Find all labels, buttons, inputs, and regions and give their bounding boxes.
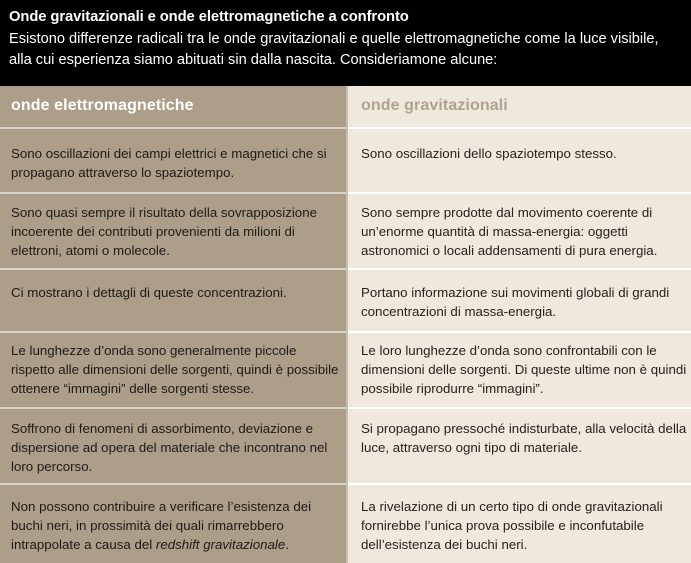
column-header-gravitational: onde gravitazionali [361, 97, 508, 114]
box-title: Onde gravitazionali e onde elettromagnetiche a confronto [9, 9, 409, 25]
cell-electromagnetic: Le lunghezze d’onda sono generalmente piccole rispetto alle dimensioni delle sorgenti, quindi è possibile ottenere “immagini” delle sorgenti stesse. [11, 343, 339, 397]
cell-electromagnetic: Soffrono di fenomeni di assorbimento, deviazione e dispersione ad opera del materiale che incontrano nel loro percorso. [11, 421, 328, 475]
row-divider [0, 192, 346, 194]
cell-electromagnetic [11, 497, 341, 555]
row-divider [0, 331, 346, 333]
cell-emphasis: redshift gravitazionale [155, 537, 286, 553]
row-divider [348, 192, 691, 194]
row-divider [348, 331, 691, 333]
row-divider [0, 127, 346, 129]
cell-electromagnetic: Sono quasi sempre il risultato della sovrapposizione incoerente dei contributi provenienti da milioni di elettroni, atomi o molecole. [11, 205, 317, 259]
cell-electromagnetic: Ci mostrano i dettagli di queste concentrazioni. [11, 285, 287, 300]
row-divider [0, 407, 346, 409]
cell-gravitational: Portano informazione sui movimenti globali di grandi concentrazioni di massa-energia. [361, 285, 670, 320]
row-divider [348, 268, 691, 270]
row-divider [348, 483, 691, 485]
header-bar [0, 0, 691, 86]
cell-text: . [285, 537, 289, 553]
row-divider [348, 127, 691, 129]
cell-gravitational: Si propagano pressoché indisturbate, alla velocità della luce, attraverso ogni tipo di materiale. [361, 421, 687, 456]
cell-gravitational: La rivelazione di un certo tipo di onde gravitazionali fornirebbe l’unica prova possibile e inconfutabile dell’esistenza dei buchi neri. [361, 499, 663, 553]
cell-text: Non possono contribuire a verificare l’esistenza dei buchi neri, in prossimità dei quali rimarrebbero intrappolate a causa del [11, 499, 312, 553]
column-header-electromagnetic: onde elettromagnetiche [11, 97, 194, 114]
cell-electromagnetic: Sono oscillazioni dei campi elettrici e magnetici che si propagano attraverso lo spaziotempo. [11, 146, 327, 181]
row-divider [0, 268, 346, 270]
cell-gravitational: Le loro lunghezze d’onda sono confrontabili con le dimensioni delle sorgenti. Di queste ultime non è quindi possibile riprodurre “immagini”. [361, 343, 687, 397]
row-divider [0, 483, 346, 485]
cell-gravitational: Sono oscillazioni dello spaziotempo stesso. [361, 146, 617, 161]
box-intro: Esistono differenze radicali tra le onde gravitazionali e quelle elettromagnetiche come la luce visibile, alla cui esperienza siamo abituati sin dalla nascita. Consideriamone alcune: [9, 31, 659, 68]
cell-gravitational: Sono sempre prodotte dal movimento coerente di un’enorme quantità di massa-energia: oggetti astronomici o locali addensamenti di pura energia. [361, 205, 658, 259]
row-divider [348, 407, 691, 409]
